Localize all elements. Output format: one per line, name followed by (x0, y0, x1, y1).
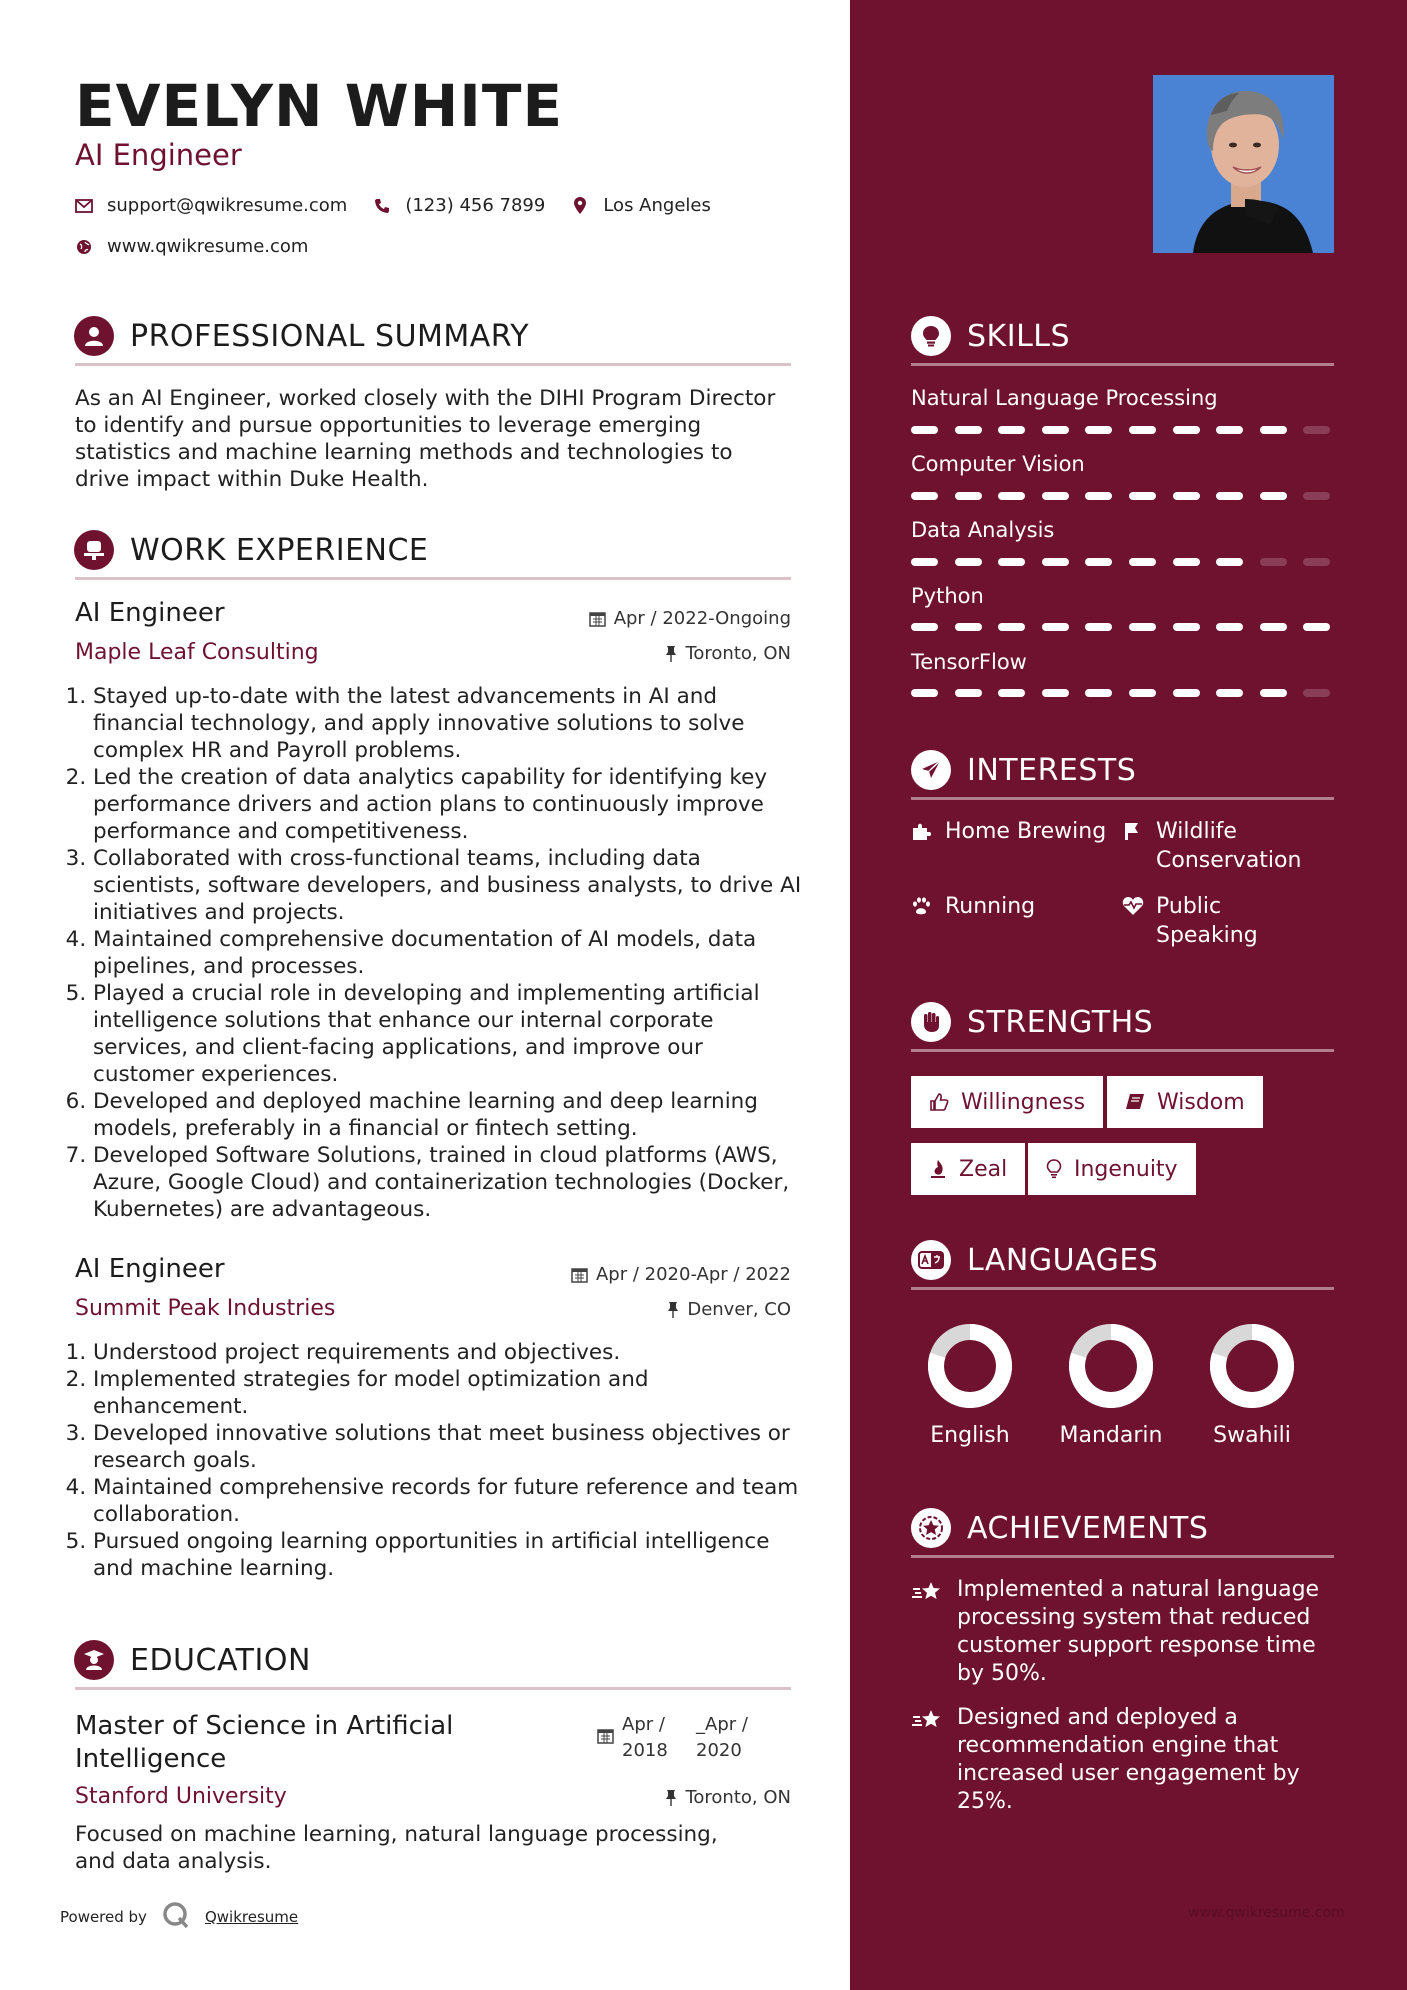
achievements-divider (911, 1555, 1334, 1558)
list-item: 6. Developed and deployed machine learning and deep learning models, preferably in a financial or fintech setting. (93, 1088, 805, 1142)
interest-label-line: Wildlife (1156, 819, 1237, 844)
paw-icon (911, 892, 933, 921)
language-name: English (930, 1423, 1010, 1448)
skill-level-segment (955, 558, 982, 566)
phone-icon (373, 197, 391, 215)
skill-level-bar (911, 426, 1334, 434)
achievement-line: Designed and deployed a (957, 1705, 1238, 1730)
interest-item-running (911, 892, 1035, 921)
shooting-star-icon (911, 1576, 945, 1688)
strength-label: Willingness (961, 1089, 1086, 1115)
skill-level-segment (1173, 492, 1200, 500)
skill-level-segment (1260, 558, 1287, 566)
job-1-company: Maple Leaf Consulting (75, 640, 319, 665)
powered-by-text: Powered by (60, 1908, 147, 1926)
skill-level-segment (1085, 492, 1112, 500)
skill-level-segment (1042, 492, 1069, 500)
achievement-item (911, 1576, 1341, 1688)
list-item: 4. Maintained comprehensive documentation of AI models, data pipelines, and processes. (93, 926, 805, 980)
fist-icon (911, 1002, 951, 1042)
list-item: 2. Led the creation of data analytics capability for identifying key performance drivers and action plans to continuously improve performance and competitiveness. (93, 764, 805, 845)
achievements-title: ACHIEVEMENTS (967, 1510, 1209, 1546)
education-section-header (74, 1640, 311, 1680)
graduate-icon (74, 1640, 114, 1680)
list-item: 5. Pursued ongoing learning opportunities in artificial intelligence and machine learning. (93, 1528, 805, 1582)
language-item (1041, 1323, 1181, 1448)
flag-icon (1122, 817, 1144, 875)
achievement-line: increased user engagement by (957, 1761, 1300, 1786)
job-2-dates-text: Apr / 2020-Apr / 2022 (595, 1264, 791, 1285)
pushpin-icon (665, 645, 677, 662)
skill-level-segment (1173, 689, 1200, 697)
skill-level-segment (1085, 558, 1112, 566)
summary-divider (75, 363, 791, 366)
skill-level-segment (998, 558, 1025, 566)
achievement-item (911, 1704, 1341, 1816)
strength-label: Zeal (959, 1156, 1008, 1182)
interests-section-header (911, 750, 1136, 790)
interest-label-line: Public (1156, 894, 1222, 919)
achievement-line: 25%. (957, 1789, 1013, 1814)
skill-level-segment (911, 558, 938, 566)
list-item: 2. Implemented strategies for model optimization and enhancement. (93, 1366, 805, 1420)
interest-label-line: Conservation (1156, 848, 1302, 873)
candidate-name: EVELYN WHITE (75, 72, 564, 140)
education-end-month: _Apr / (696, 1714, 748, 1735)
education-end-year: 2020 (696, 1740, 742, 1761)
education-end (696, 1712, 748, 1764)
interest-label-line: Home Brewing (945, 819, 1107, 844)
paper-plane-icon (911, 750, 951, 790)
skill-level-segment (1129, 558, 1156, 566)
phone-text: (123) 456 7899 (405, 195, 546, 216)
language-name: Swahili (1213, 1423, 1291, 1448)
star-badge-icon (911, 1508, 951, 1548)
flame-icon (929, 1159, 947, 1179)
education-location-text: Toronto, ON (685, 1787, 791, 1808)
skill-level-segment (1303, 623, 1330, 631)
skill-level-segment (1173, 558, 1200, 566)
footer-site-watermark: www.qwikresume.com (1188, 1905, 1345, 1921)
interest-label-line: Speaking (1156, 923, 1258, 948)
skill-level-segment (1173, 623, 1200, 631)
skill-level-segment (1260, 492, 1287, 500)
calendar-icon (589, 610, 606, 627)
calendar-icon (597, 1712, 614, 1764)
interest-label (1156, 892, 1258, 950)
qwikresume-logo-icon (161, 1900, 191, 1934)
interest-label-line: Running (945, 894, 1036, 919)
shooting-star-icon (911, 1704, 945, 1816)
skill-level-segment (911, 426, 938, 434)
skill-level-bar (911, 558, 1334, 566)
summary-title: PROFESSIONAL SUMMARY (130, 318, 530, 354)
skill-item-label: Computer Vision (911, 452, 1085, 476)
skills-title: SKILLS (967, 318, 1071, 354)
job-2-dates (480, 1264, 791, 1285)
education-dates (597, 1712, 748, 1764)
qwikresume-link[interactable]: Qwikresume (204, 1908, 299, 1926)
degree-title (75, 1710, 453, 1776)
skill-level-segment (1260, 426, 1287, 434)
briefcase-icon (74, 530, 114, 570)
interest-item-public-speaking (1122, 892, 1258, 950)
location-text: Los Angeles (603, 195, 711, 216)
globe-icon (75, 238, 93, 256)
skill-level-segment (1042, 623, 1069, 631)
skill-level-segment (1042, 689, 1069, 697)
list-item: 3. Collaborated with cross-functional teams, including data scientists, software developers, and business analysts, to drive AI initiatives and projects. (93, 845, 805, 926)
skill-item-label: Natural Language Processing (911, 386, 1218, 410)
skill-level-segment (1303, 426, 1330, 434)
contact-row-2 (75, 236, 334, 257)
skill-level-segment (1129, 426, 1156, 434)
list-item: 5. Played a crucial role in developing and implementing artificial intelligence solutions that enhance our internal corporate services, and client-facing applications, and improve our customer experiences. (93, 980, 805, 1088)
puzzle-icon (911, 817, 933, 846)
interests-divider (911, 797, 1334, 800)
education-desc-line: Focused on machine learning, natural language processing, (75, 1822, 718, 1847)
skill-level-segment (998, 492, 1025, 500)
summary-text (75, 385, 805, 493)
education-start-year: 2018 (622, 1740, 668, 1761)
experience-title: WORK EXPERIENCE (130, 532, 429, 568)
language-donut-chart (1068, 1323, 1154, 1409)
skill-level-segment (1085, 689, 1112, 697)
language-item (1182, 1323, 1322, 1448)
education-start (622, 1712, 696, 1764)
language-icon (911, 1240, 951, 1280)
skills-section-header (911, 316, 1070, 356)
job-2-location-text: Denver, CO (687, 1299, 791, 1320)
language-donut-chart (1209, 1323, 1295, 1409)
skill-level-segment (911, 623, 938, 631)
skill-level-segment (1085, 623, 1112, 631)
skill-level-segment (955, 689, 982, 697)
lightbulb-icon (911, 316, 951, 356)
contact-phone[interactable] (373, 195, 545, 216)
skill-level-segment (1303, 689, 1330, 697)
interests-title: INTERESTS (967, 752, 1137, 788)
footer-powered-by (60, 1900, 298, 1934)
skill-level-segment (955, 623, 982, 631)
education-description (75, 1821, 815, 1875)
strength-chip-zeal (911, 1143, 1025, 1195)
language-name: Mandarin (1059, 1423, 1163, 1448)
job-1-bullets (75, 683, 805, 1223)
language-donut-chart (927, 1323, 1013, 1409)
education-location (480, 1787, 791, 1808)
job-2-title: AI Engineer (75, 1254, 225, 1284)
skill-level-segment (1303, 558, 1330, 566)
skill-level-bar (911, 689, 1334, 697)
interest-label (945, 892, 1035, 921)
strengths-title: STRENGTHS (967, 1004, 1154, 1040)
skill-item-label: Python (911, 584, 984, 608)
skill-level-segment (1042, 426, 1069, 434)
lightbulb-icon (1046, 1159, 1062, 1179)
book-icon (1125, 1093, 1145, 1111)
sidebar-column (850, 0, 1407, 1990)
contact-row-1 (75, 195, 737, 216)
skill-level-segment (1216, 623, 1243, 631)
job-2-bullets (75, 1339, 805, 1582)
achievement-line: by 50%. (957, 1661, 1047, 1686)
skill-level-bar (911, 623, 1334, 631)
skill-level-segment (1173, 426, 1200, 434)
achievement-text (957, 1576, 1319, 1688)
education-divider (75, 1687, 791, 1690)
skill-level-segment (1216, 558, 1243, 566)
skill-level-segment (955, 492, 982, 500)
skill-level-segment (1260, 689, 1287, 697)
summary-section-header (74, 316, 529, 356)
thumbs-up-icon (929, 1092, 949, 1112)
list-item: 3. Developed innovative solutions that meet business objectives or research goals. (93, 1420, 805, 1474)
strengths-divider (911, 1049, 1334, 1052)
candidate-role: AI Engineer (75, 138, 242, 172)
contact-website[interactable] (75, 236, 308, 257)
education-desc-line: and data analysis. (75, 1849, 272, 1874)
job-2-company: Summit Peak Industries (75, 1296, 336, 1321)
skill-level-segment (998, 689, 1025, 697)
skills-divider (911, 363, 1334, 366)
job-1-location (480, 643, 791, 664)
strength-chip-ingenuity (1028, 1143, 1196, 1195)
skill-level-segment (1216, 492, 1243, 500)
achievement-line: Implemented a natural language (957, 1577, 1320, 1602)
website-text: www.qwikresume.com (107, 236, 309, 257)
strength-label: Ingenuity (1074, 1156, 1178, 1182)
achievement-line: processing system that reduced (957, 1605, 1311, 1630)
languages-title: LANGUAGES (967, 1242, 1159, 1278)
skill-level-segment (998, 426, 1025, 434)
email-text: support@qwikresume.com (107, 195, 348, 216)
skill-level-segment (1129, 492, 1156, 500)
job-1-dates-text: Apr / 2022-Ongoing (613, 608, 791, 629)
languages-section-header (911, 1240, 1158, 1280)
job-1-title: AI Engineer (75, 598, 225, 628)
skill-item-label: Data Analysis (911, 518, 1055, 542)
experience-section-header (74, 530, 428, 570)
interest-item-home-brewing (911, 817, 1106, 846)
skill-level-segment (911, 492, 938, 500)
skill-level-segment (1129, 623, 1156, 631)
skill-level-bar (911, 492, 1334, 500)
skill-level-segment (1303, 492, 1330, 500)
summary-line: to identify and pursue opportunities to leverage emerging (75, 413, 702, 438)
contact-email[interactable] (75, 195, 347, 216)
achievement-line: recommendation engine that (957, 1733, 1279, 1758)
skill-level-segment (1260, 623, 1287, 631)
calendar-icon (571, 1266, 588, 1283)
interest-label (945, 817, 1106, 846)
strength-label: Wisdom (1157, 1089, 1245, 1115)
achievements-section-header (911, 1508, 1208, 1548)
profile-photo (1153, 75, 1334, 253)
strength-chip-wisdom (1107, 1076, 1263, 1128)
pushpin-icon (665, 1789, 677, 1806)
map-pin-icon (571, 197, 589, 215)
contact-location (571, 195, 711, 216)
achievement-line: customer support response time (957, 1633, 1316, 1658)
job-1-dates (480, 608, 791, 629)
skill-level-segment (1216, 426, 1243, 434)
skill-level-segment (1129, 689, 1156, 697)
experience-divider (75, 577, 791, 580)
school-name: Stanford University (75, 1784, 287, 1809)
skill-level-segment (1085, 426, 1112, 434)
user-icon (74, 316, 114, 356)
interest-item-wildlife (1122, 817, 1301, 875)
degree-line: Master of Science in Artificial (75, 1711, 454, 1741)
interest-label (1156, 817, 1301, 875)
achievement-text (957, 1704, 1300, 1816)
education-title: EDUCATION (130, 1642, 311, 1678)
summary-line: As an AI Engineer, worked closely with the DIHI Program Director (75, 386, 776, 411)
skill-level-segment (1216, 689, 1243, 697)
list-item: 4. Maintained comprehensive records for future reference and team collaboration. (93, 1474, 805, 1528)
list-item: 1. Stayed up-to-date with the latest advancements in AI and financial technology, and apply innovative solutions to solve complex HR and Payroll problems. (93, 683, 805, 764)
pushpin-icon (667, 1301, 679, 1318)
language-item (900, 1323, 1040, 1448)
degree-line: Intelligence (75, 1744, 227, 1774)
education-start-month: Apr / (622, 1714, 665, 1735)
strengths-section-header (911, 1002, 1153, 1042)
summary-line: drive impact within Duke Health. (75, 467, 429, 492)
heartbeat-icon (1122, 892, 1144, 950)
list-item: 7. Developed Software Solutions, trained in cloud platforms (AWS, Azure, Google Cloud) and containerization technologies (Docker, Kubernetes) are advantageous. (93, 1142, 805, 1223)
skill-item-label: TensorFlow (911, 650, 1027, 674)
job-2-location (480, 1299, 791, 1320)
job-1-location-text: Toronto, ON (685, 643, 791, 664)
list-item: 1. Understood project requirements and objectives. (93, 1339, 805, 1366)
strength-chip-willingness (911, 1076, 1103, 1128)
skill-level-segment (1042, 558, 1069, 566)
skill-level-segment (998, 623, 1025, 631)
skill-level-segment (955, 426, 982, 434)
summary-line: statistics and machine learning methods and technologies to (75, 440, 733, 465)
envelope-icon (75, 197, 93, 215)
languages-divider (911, 1287, 1334, 1290)
skill-level-segment (911, 689, 938, 697)
